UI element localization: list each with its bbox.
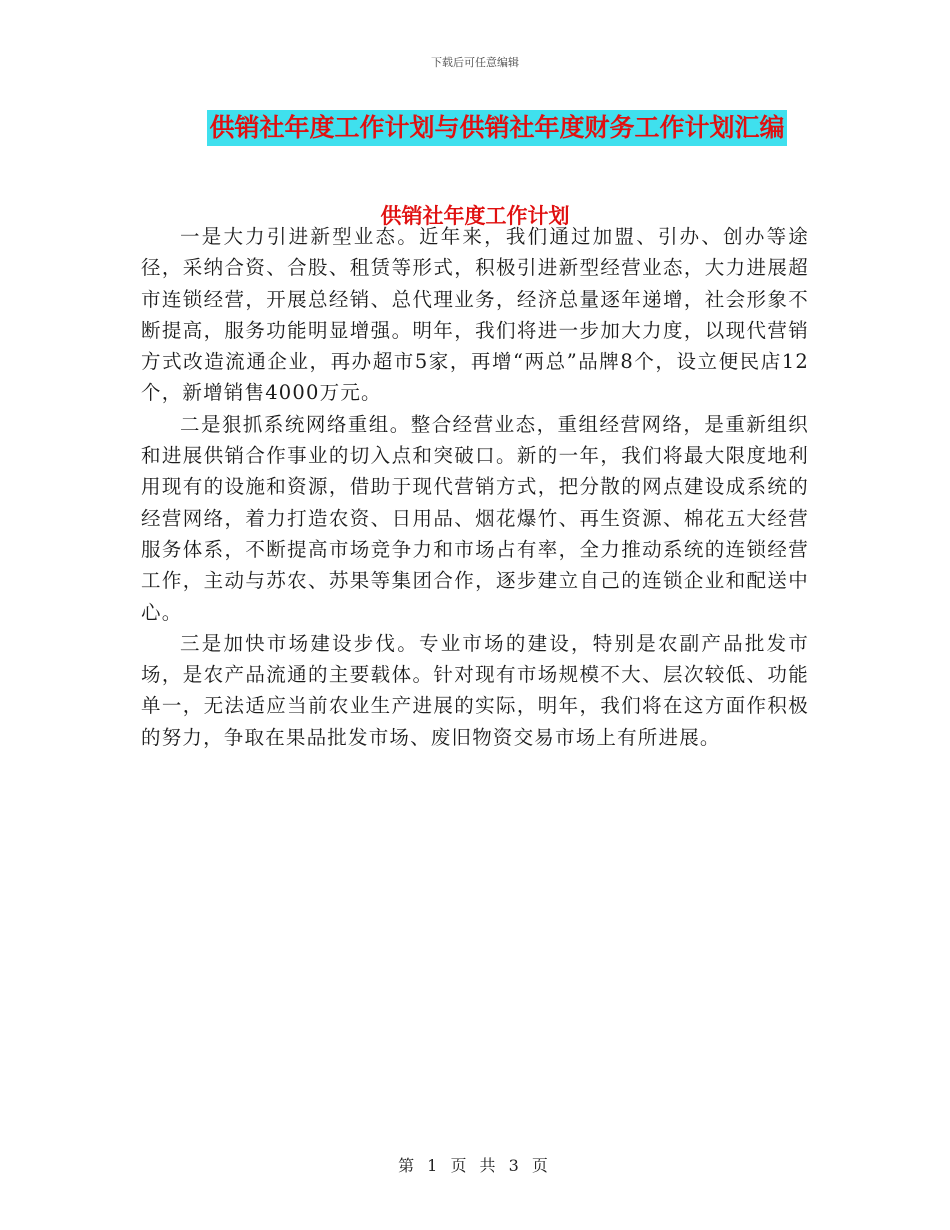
document-body — [141, 221, 809, 753]
paragraph-2: 二是狠抓系统网络重组。整合经营业态，重组经营网络，是重新组织和进展供销合作事业的切入点和突破口。新的一年，我们将最大限度地利用现有的设施和资源，借助于现代营销方式，把分散的网点建设成系统的经营网络，着力打造农资、日用品、烟花爆竹、再生资源、棉花五大经营服务体系，不断提高市场竞争力和市场占有率，全力推动系统的连锁经营工作，主动与苏农、苏果等集团合作，逐步建立自己的连锁企业和配送中心。 — [141, 412, 809, 624]
document-main-title: 供销社年度工作计划与供销社年度财务工作计划汇编 — [207, 110, 786, 146]
page-number-footer: 第 1 页 共 3 页 — [398, 1156, 552, 1175]
section-title: 供销社年度工作计划 — [380, 204, 570, 228]
paragraph-3: 三是加快市场建设步伐。专业市场的建设，特别是农副产品批发市场，是农产品流通的主要载体。针对现有市场规模不大、层次较低、功能单一，无法适应当前农业生产进展的实际，明年，我们将在这方面作积极的努力，争取在果品批发市场、废旧物资交易市场上有所进展。 — [141, 631, 809, 749]
main-title-container — [0, 110, 950, 146]
header-note: 下载后可任意编辑 — [431, 56, 519, 69]
paragraph-1: 一是大力引进新型业态。近年来，我们通过加盟、引办、创办等途径，采纳合资、合股、租赁等形式，积极引进新型经营业态，大力进展超市连锁经营，开展总经销、总代理业务，经济总量逐年递增，社会形象不断提高，服务功能明显增强。明年，我们将进一步加大力度，以现代营销方式改造流通企业，再办超市5家，再增“两总”品牌8个，设立便民店12个，新增销售4000万元。 — [141, 225, 809, 405]
